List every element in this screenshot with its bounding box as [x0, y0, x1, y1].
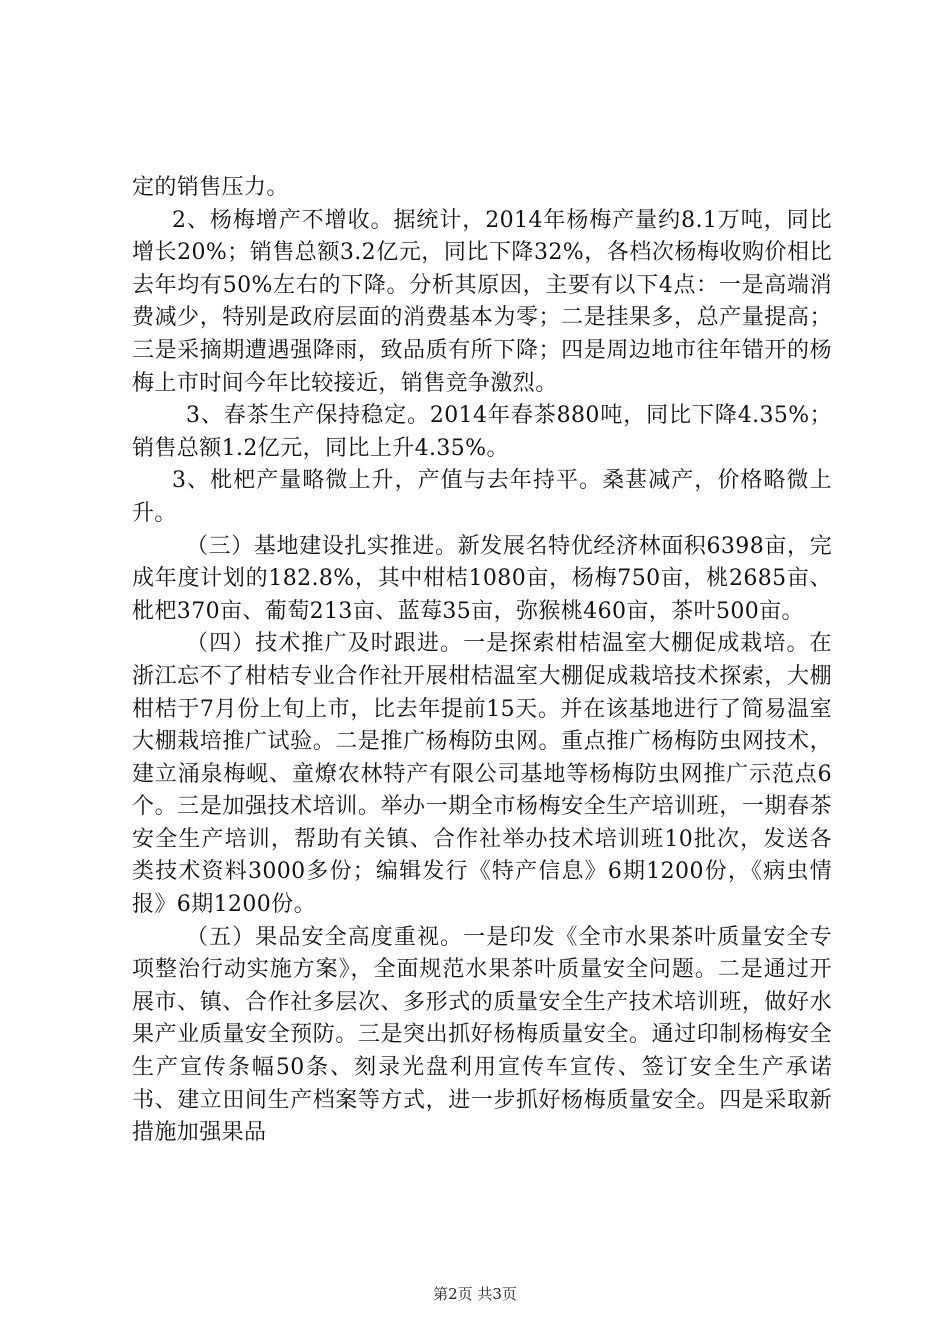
paragraph-continuation: 定的销售压力。 [132, 175, 289, 200]
paragraph-base-construction: （三）基地建设扎实推进。新发展名特优经济林面积6398亩，完成年度计划的182.8%，其中柑桔1080亩，杨梅750亩，桃2685亩、枇杷370亩、葡萄213亩、蓝莓35亩，弥猴桃460亩，茶叶500亩。 [132, 533, 832, 624]
paragraph-loquat: 3、枇杷产量略微上升，产值与去年持平。桑葚减产，价格略微上升。 [132, 468, 832, 526]
page-footer: 第2页 共3页 [433, 1285, 517, 1303]
paragraph-bayberry: 2、杨梅增产不增收。据统计，2014年杨梅产量约8.1万吨，同比增长20%；销售总额3.2亿元，同比下降32%，各档次杨梅收购价相比去年均有50%左右的下降。分析其原因，主要有以下4点：一是高端消费减少，特别是政府层面的消费基本为零；二是挂果多，总产量提高；三是采摘期遭遇强降雨，致品质有所下降；四是周边地市往年错开的杨梅上市时间今年比较接近，销售竞争激烈。 [132, 207, 832, 396]
paragraph-fruit-safety: （五）果品安全高度重视。一是印发《全市水果茶叶质量安全专项整治行动实施方案》，全面规范水果茶叶质量安全问题。二是通过开展市、镇、合作社多层次、多形式的质量安全生产技术培训班，做好水果产业质量安全预防。三是突出抓好杨梅质量安全。通过印制杨梅安全生产宣传条幅50条、刻录光盘利用宣传车宣传、签订安全生产承诺书、建立田间生产档案等方式，进一步抓好杨梅质量安全。四是采取新措施加强果品 [132, 924, 832, 1146]
document-body [132, 172, 832, 1150]
paragraph-spring-tea: 3、春茶生产保持稳定。2014年春茶880吨，同比下降4.35%；销售总额1.2亿元，同比上升4.35%。 [132, 403, 832, 461]
paragraph-technology-promotion: （四）技术推广及时跟进。一是探索柑桔温室大棚促成栽培。在浙江忘不了柑桔专业合作社开展柑桔温室大棚促成栽培技术探索，大棚柑桔于7月份上旬上市，比去年提前15天。并在该基地进行了简易温室大棚栽培推广试验。二是推广杨梅防虫网。重点推广杨梅防虫网技术，建立涌泉梅岘、童燎农林特产有限公司基地等杨梅防虫网推广示范点6个。三是加强技术培训。举办一期全市杨梅安全生产培训班，一期春茶安全生产培训，帮助有关镇、合作社举办技术培训班10批次，发送各类技术资料3000多份；编辑发行《特产信息》6期1200份，《病虫情报》6期1200份。 [132, 631, 832, 918]
